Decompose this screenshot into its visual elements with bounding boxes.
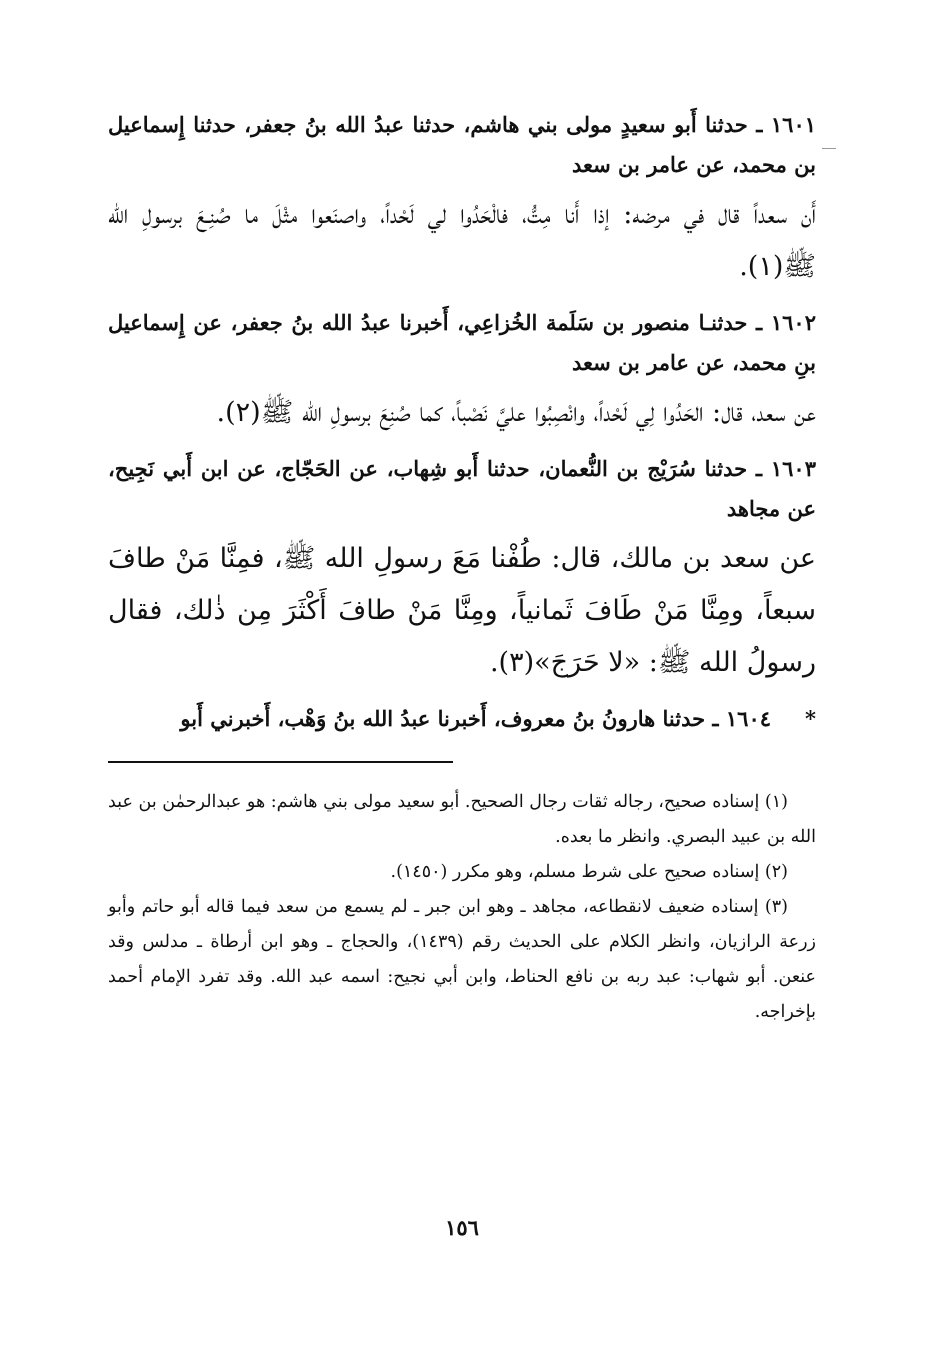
isnad-text: ـ حدثنـا منصور بن سَلَمة الخُزاعِي، أَخبرنا عبدُ الله بنُ جعفر، عن إِسماعيل بنِ محمد، عن عامر بن سعد [108, 310, 816, 375]
footnote-divider [108, 761, 453, 763]
hadith-1601 [108, 105, 816, 293]
hadith-1602 [108, 303, 816, 439]
isnad-text: ـ حدثنا سُرَيْج بن النُّعمان، حدثنا أَبو شِهاب، عن الحَجّاج، عن ابن أَبي نَجِيح، عن مجاهد [108, 456, 816, 521]
hadith-isnad [108, 699, 816, 739]
hadith-isnad [108, 303, 816, 383]
hadith-number: ١٦٠١ [770, 112, 817, 137]
page-number: ١٥٦ [445, 1215, 479, 1240]
hadith-isnad [108, 449, 816, 529]
hadith-matn: عن سعد بن مالك، قال: طُفْنا مَعَ رسولِ الله ﷺ، فمِنَّا مَنْ طافَ سبعاً، ومِنَّا مَنْ طَافَ ثَمانياً، ومِنَّا مَنْ طافَ أَكْثَرَ مِن ذٰلك، فقال رسولُ الله ﷺ: «لا حَرَجَ»(٣). [108, 543, 816, 678]
footnote-2: (٢) إسناده صحيح على شرط مسلم، وهو مكرر (١٤٥٠). [390, 862, 788, 882]
hadith-matn: أَن سعداً قال في مرضه: إذا أَنا مِتُّ، فالْحَدُوا لي لَحْداً، واصنَعوا مثْلَ ما صُنِـعَ برسولِ الله ﷺ(١). [108, 199, 816, 282]
star-marker: * [805, 706, 816, 731]
hadith-isnad [108, 105, 816, 185]
hadith-1603 [108, 449, 816, 689]
hadith-number: ١٦٠٤ [725, 706, 772, 731]
margin-mark [822, 148, 836, 149]
isnad-text: ـ حدثنا أَبو سعيدٍ مولى بني هاشم، حدثنا عبدُ الله بنُ جعفر، حدثنا إِسماعيل بن محمد، عن عامر بن سعد [108, 112, 816, 177]
footnotes [108, 785, 816, 1030]
isnad-text: ـ حدثنا هارونُ بنُ معروف، أَخبرنا عبدُ الله بنُ وَهْب، أَخبرني أَبو [180, 706, 719, 731]
hadith-number: ١٦٠٢ [770, 310, 816, 335]
footnote-3: (٣) إسناده ضعيف لانقطاعه، مجاهد ـ وهو ابن جبر ـ لم يسمع من سعد فيما قاله أبو حاتم وأبو زرعة الرازيان، وانظر الكلام على الحديث رقم (١٤٣٩)، والحجاج ـ وهو ابن أرطاة ـ مدلس وقد عنعن. أبو شهاب: عبد ربه بن نافع الحناط، وابن أبي نجيح: اسمه عبد الله. وقد تفرد الإمام أحمد بإخراجه. [108, 897, 816, 1022]
hadith-1604 [108, 699, 816, 739]
book-page [108, 105, 816, 1345]
footnote-1: (١) إسناده صحيح، رجاله ثقات رجال الصحيح. أبو سعيد مولى بني هاشم: هو عبدالرحمٰن بن عبد الله بن عبيد البصري. وانظر ما بعده. [108, 792, 816, 847]
hadith-number: ١٦٠٣ [770, 456, 816, 481]
hadith-matn: عن سعد، قال: الحَدُوا لِي لَحْداً، وانْصِبُوا عليَّ نَصْباً، كما صُنِعَ برسولِ الله ﷺ(٢). [216, 397, 816, 428]
